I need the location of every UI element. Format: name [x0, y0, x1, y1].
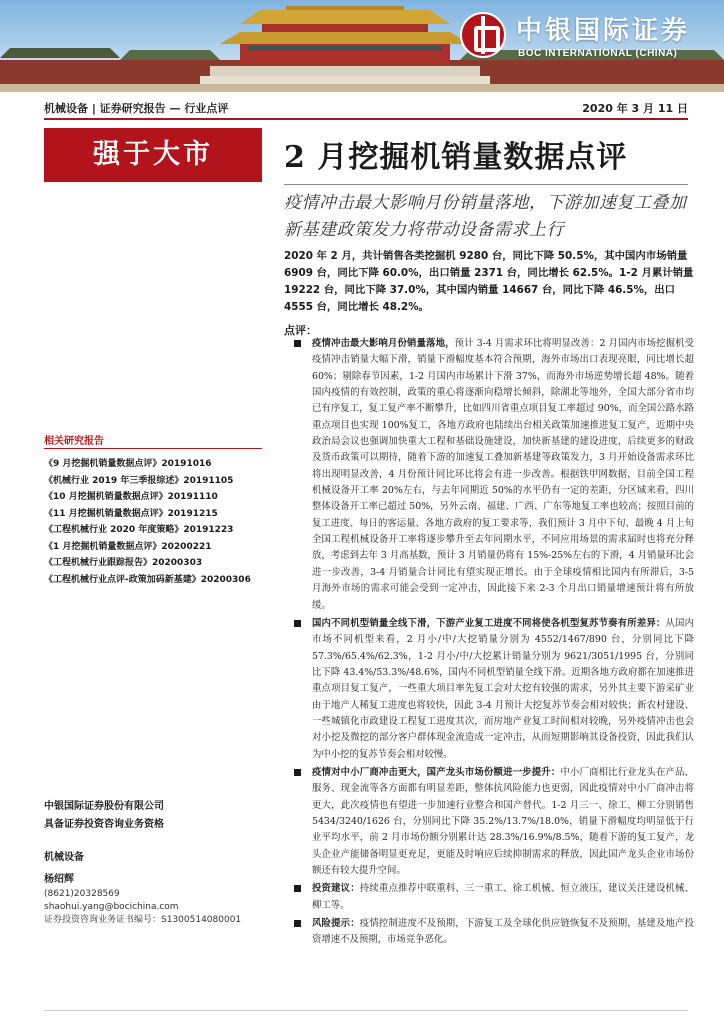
square-bullet-icon	[294, 620, 301, 627]
title-divider	[284, 184, 688, 185]
square-bullet-icon	[294, 340, 301, 347]
related-report-item[interactable]: 《工程机械行业跟踪报告》20200303	[44, 558, 203, 568]
bullet-risk-warning	[284, 916, 694, 949]
bullet-text: 中小厂商相比行业龙头在产品、服务、现金流等各方面都有明显差距，整体抗风险能力也更弱，因此疫情对中小厂商冲击将更大，此次疫情也有望进一步加速行业整合和国产替代。1-2 月三一、徐工、柳工分别销售 5434/3240/1626 台，分别同比下降 35.2%/13.7%/18.0%，销量下滑幅度均明显低于行业平均水平，前 2 月市场份额分别累计达 28.3%/16.9%/8.5%，随着下游的复工复产，龙头企业产能储备明显更充足，更能及时响应后续抑制需求的释放，因此国产龙头企业市场份额还有较大提升空间。	[312, 766, 694, 876]
bullet-text: 疫情控制进度不及预期，下游复工及全球化供应链恢复不及预期，基建及地产投资增速不及预期，市场竞争恶化。	[312, 918, 694, 946]
bullet-heading: 疫情对中小厂商冲击更大，国产龙头市场份额进一步提升：	[312, 766, 561, 778]
report-title: 2 月挖掘机销量数据点评	[284, 140, 628, 175]
bullet-text: 持续重点推荐中联重科、三一重工、徐工机械、恒立液压，建议关注建设机械、柳工等。	[312, 883, 694, 911]
bullet-investment-advice	[284, 881, 694, 914]
rating-badge	[44, 128, 262, 182]
company-info	[44, 798, 270, 834]
related-report-item[interactable]: 《工程机械行业 2020 年度策略》20191223	[44, 525, 234, 535]
bullet-text: 预计 3-4 月需求环比将明显改善：2 月国内市场挖掘机受疫情冲击销量大幅下滑，销量下滑幅度基本符合预期，海外市场出口表现亮眼，同比增长超 60%；剔除春节因素，1-2 月国内市场累计下滑 37%，而海外市场逆势增长超 48%。随着国内疫情的有效控制，政策的重心将逐渐向稳增长倾斜，除湖北等地外，全国大部分省市均已有序复工，复工复产率不断攀升，比如四川省重点项目复工率超过 90%，而全国公路水路重点项目也实现 100%复工，各地方政府也陆续出台相关政策加速推进复工复产，近期中央政治局会议也强调加快重大工程和基础设施建设，加快新基建的建设进度，后续更多的财政及货币政策可以期待，随着下游的加速复工叠加新基建等政策发力，3 月开始设备需求环比将出现明显改善，4 月份预计同比环比将会有进一步改善。根据铁甲网数据，目前全国工程机械设备开工率 20%左右，与去年同期近 50%的水平仍有一定的差距，分区域来看，四川整体设备开工率已超过 50%，另外云南、福建、广西、广东等地复工率也较高；按照目前的复工进度、每日的客运量、各地方政府的复工要求等，我们预计 3 月中下旬、最晚 4 月上旬全国工程机械设备开工率将逐步攀升至去年同期水平，不同应用场景的需求届时也将充分释放，考虑到去年 3 月高基数，预计 3 月销量仍将有 15%-25%左右的下滑，4 月销量环比会进一步改善，3-4 月销量合计同比有望实现正增长。由于全球疫情相比国内有所滞后，3-5 月海外市场的需求可能会受到一定冲击，因此接下来 2-3 个月出口销量增速预计将有所放缓。	[312, 338, 694, 611]
bullet-heading: 国内不同机型销量全线下滑，下游产业复工进度不同将使各机型复苏节奏有所差异：	[312, 617, 666, 629]
brand-name-cn: 中银国际证券	[516, 16, 691, 46]
bullet-heading: 风险提示：	[312, 918, 360, 930]
related-report-item[interactable]: 《工程机械行业点评-政策加码新基建》20200306	[44, 574, 251, 585]
bullet-heading: 投资建议：	[312, 883, 360, 895]
breadcrumb: 机械设备 | 证券研究报告 — 行业点评	[44, 102, 229, 115]
report-date: 2020 年 3 月 11 日	[582, 102, 688, 115]
company-name: 中银国际证券股份有限公司	[44, 801, 164, 812]
report-subheader	[44, 96, 688, 118]
header-divider	[44, 118, 688, 120]
square-bullet-icon	[294, 769, 301, 776]
header-banner	[0, 0, 724, 92]
report-subtitle: 疫情冲击最大影响月份销量落地，下游加速复工叠加新基建政策发力将带动设备需求上行	[284, 193, 687, 240]
analyst-email[interactable]: shaohui.yang@bocichina.com	[44, 902, 179, 912]
related-report-item[interactable]: 《机械行业 2019 年三季报综述》20191105	[44, 475, 234, 486]
company-qualification: 具备证券投资咨询业务资格	[44, 819, 164, 830]
rating-text: 强于大市	[93, 139, 213, 170]
square-bullet-icon	[294, 920, 301, 927]
analyst-license: 证券投资咨询业务证书编号：S1300514080001	[44, 915, 242, 925]
related-report-item[interactable]: 《11 月挖掘机销量数据点评》20191215	[44, 508, 218, 519]
bank-of-china-emblem-icon	[460, 12, 506, 58]
bullet-model-breakdown	[284, 616, 694, 763]
comment-label: 点评：	[284, 324, 317, 337]
square-bullet-icon	[294, 885, 301, 892]
sector-label: 机械设备	[44, 852, 84, 863]
boc-international-logo	[460, 8, 715, 68]
bullet-heading: 疫情冲击最大影响月份销量落地，	[312, 338, 455, 349]
bullet-text: 从国内市场不同机型来看，2 月小/中/大挖销量分别为 4552/1467/890 台，分别同比下降 57.3%/65.4%/62.3%，1-2 月小/中/大挖累计销量分别为 9621/3051/1995 台，分别同比下降 43.4%/53.3%/48.6%，国内不同机型销量全线下滑。近期各地方政府都在加速推进重点项目复工复产，一些重大项目率先复工会对大挖有较强的需求，另外其主要下游采矿业由于地产人稀复工进度也将较快，因此 3-4 月预计大挖复苏节奏会相对较快；新农村建设、一些城镇化市政建设工程复工进度其次，而房地产业复工时间相对较晚，另外疫情冲击也会对小挖及微挖的部分客户群体现金流造成一定冲击，从而短期影响其设备投资，因此我们认为中小挖的复苏节奏会相对较慢。	[312, 617, 694, 760]
related-report-item[interactable]: 《1 月挖掘机销量数据点评》20200221	[44, 541, 212, 552]
related-reports-list	[44, 456, 270, 588]
analyst-info	[44, 872, 270, 927]
footer-divider	[44, 1010, 688, 1011]
related-report-item[interactable]: 《10 月挖掘机销量数据点评》20191110	[44, 492, 218, 502]
bullet-market-share	[284, 765, 694, 879]
analyst-name: 杨绍辉	[44, 874, 74, 885]
related-reports-title: 相关研究报告	[44, 436, 104, 447]
bullet-demand-outlook	[284, 336, 694, 614]
related-divider	[44, 448, 262, 449]
analyst-phone: (8621)20328569	[44, 889, 120, 899]
comment-bullets	[284, 336, 694, 949]
related-report-item[interactable]: 《9 月挖掘机销量数据点评》20191016	[44, 459, 212, 469]
summary-paragraph: 2020 年 2 月，共计销售各类挖掘机 9280 台，同比下降 50.5%，其中国内市场销量 6909 台，同比下降 60.0%，出口销量 2371 台，同比增长 62.5%。1-2 月累计销量 19222 台，同比下降 37.0%，其中国内销量 14667 台，同比下降 46.5%，出口 4555 台，同比增长 48.2%。	[284, 250, 694, 313]
brand-name-en: BOC INTERNATIONAL (CHINA)	[518, 48, 678, 59]
